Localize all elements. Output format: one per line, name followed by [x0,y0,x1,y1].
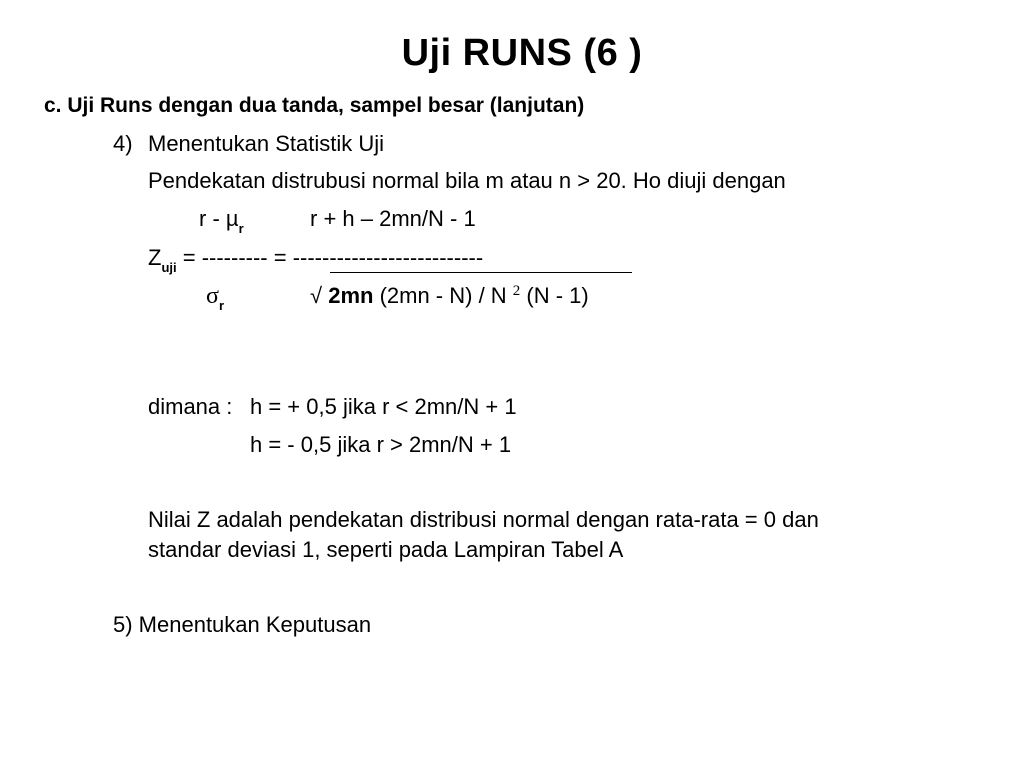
slide-title: Uji RUNS (6 ) [401,32,643,74]
z-symbol: Z [148,245,162,270]
step-5-label: 5) Menentukan Keputusan [113,612,372,637]
numerator-correction-term: r + h – 2mn/N - 1 [310,206,476,231]
denominator-sigma [206,283,224,312]
numerator-r-minus: r - [199,206,226,231]
sigma-symbol: σ [206,283,219,309]
mu-subscript: r [238,221,244,236]
sqrt-overline [330,272,632,273]
denominator-2mn: 2mn [328,283,374,308]
mu-symbol: µ [225,206,239,231]
z-note-line-2: standar deviasi 1, seperti pada Lampiran Tabel A [148,537,624,562]
denominator-sqrt-term [310,283,589,312]
z-note-line-1: Nilai Z adalah pendekatan distribusi normal dengan rata-rata = 0 dan [148,507,819,532]
fraction-dashes: = --------- = -------------------------- [176,245,484,270]
sqrt-symbol: √ [310,283,323,308]
denominator-end: (N - 1) [520,283,589,308]
dimana-label: dimana : [148,394,233,419]
denominator-middle: (2mn - N) / N [373,283,513,308]
h-negative-rule: h = - 0,5 jika r > 2mn/N + 1 [250,432,512,457]
numerator-mean-term [199,206,244,235]
step-4-label: Menentukan Statistik Uji [148,131,384,156]
sigma-subscript: r [218,298,224,313]
denominator-exponent: 2 [512,283,521,299]
h-positive-rule: h = + 0,5 jika r < 2mn/N + 1 [250,394,517,419]
step-4-number: 4) [113,131,133,156]
approximation-text: Pendekatan distrubusi normal bila m atau n > 20. Ho diuji dengan [148,168,786,193]
z-equation-line [148,245,483,274]
subheading: c. Uji Runs dengan dua tanda, sampel besar (lanjutan) [44,94,585,117]
z-subscript: uji [161,260,177,275]
